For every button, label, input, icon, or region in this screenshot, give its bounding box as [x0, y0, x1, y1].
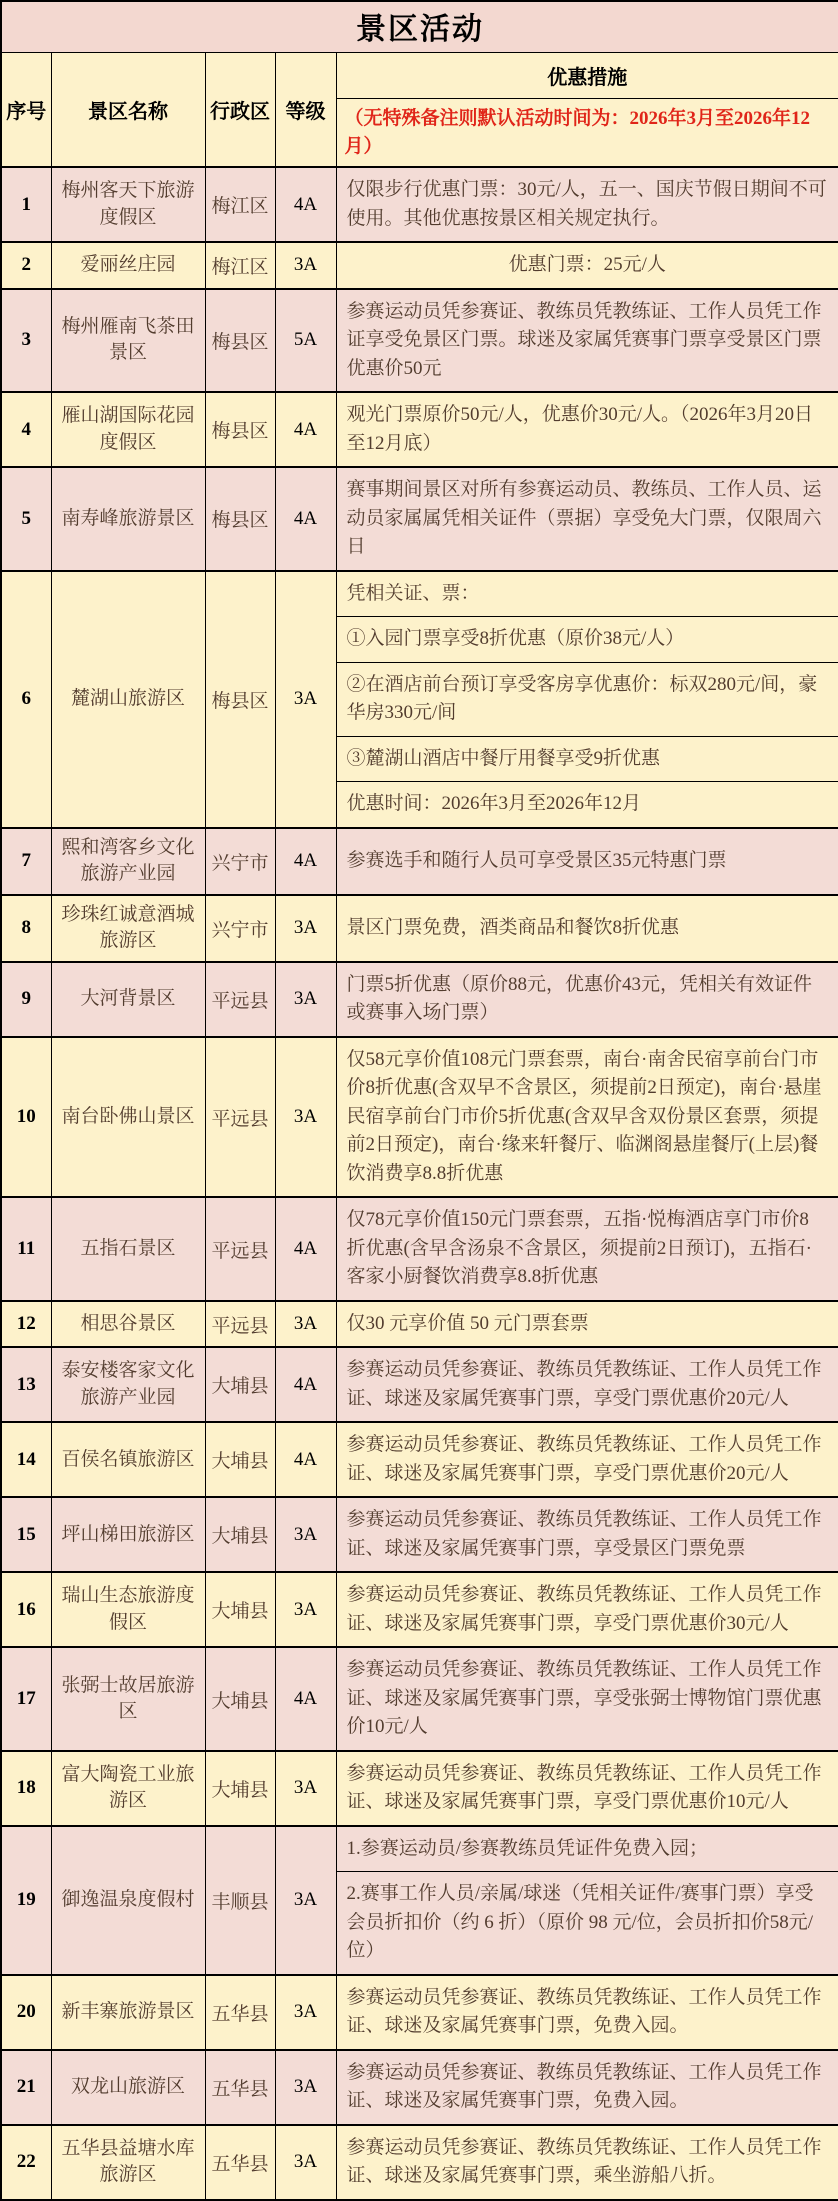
table-row	[1, 1572, 838, 1647]
scenic-area-name: 梅州客天下旅游度假区	[51, 167, 205, 242]
row-number: 3	[1, 289, 51, 393]
table-row	[1, 1975, 838, 2050]
table-row	[1, 1497, 838, 1572]
row-number: 5	[1, 467, 51, 571]
measure-text: 参赛运动员凭参赛证、教练员凭教练证、工作人员凭工作证享受免景区门票。球迷及家属凭赛事门票享受景区门票优惠价50元	[337, 290, 838, 392]
grade-value: 4A	[275, 167, 336, 242]
scenic-area-name: 麓湖山旅游区	[51, 571, 205, 828]
row-number: 10	[1, 1037, 51, 1198]
row-number: 17	[1, 1647, 51, 1751]
scenic-area-name: 梅州雁南飞茶田景区	[51, 289, 205, 393]
measures-cell	[336, 1751, 838, 1826]
grade-value: 3A	[275, 2125, 336, 2200]
district-name: 兴宁市	[205, 895, 275, 962]
measures-cell	[336, 571, 838, 828]
scenic-area-name: 张弼士故居旅游区	[51, 1647, 205, 1751]
table-row	[1, 571, 838, 828]
district-name: 平远县	[205, 1037, 275, 1198]
scenic-area-name: 富大陶瓷工业旅游区	[51, 1751, 205, 1826]
row-number: 13	[1, 1347, 51, 1422]
scenic-area-name: 坪山梯田旅游区	[51, 1497, 205, 1572]
measures-cell	[336, 895, 838, 962]
grade-value: 3A	[275, 242, 336, 289]
district-name: 丰顺县	[205, 1826, 275, 1975]
district-name: 兴宁市	[205, 828, 275, 895]
measures-header-note: （无特殊备注则默认活动时间为：2026年3月至2026年12月）	[337, 98, 838, 166]
district-name: 大埔县	[205, 1422, 275, 1497]
measure-text: 参赛运动员凭参赛证、教练员凭教练证、工作人员凭工作证、球迷及家属凭赛事门票，免费入园。	[337, 1976, 838, 2049]
row-number: 12	[1, 1301, 51, 1348]
scenic-area-name: 瑞山生态旅游度假区	[51, 1572, 205, 1647]
district-name: 梅县区	[205, 289, 275, 393]
measure-text: 参赛运动员凭参赛证、教练员凭教练证、工作人员凭工作证、球迷及家属凭赛事门票，乘坐游船八折。	[337, 2126, 838, 2199]
grade-value: 3A	[275, 1301, 336, 1348]
measure-text: 观光门票原价50元/人，优惠价30元/人。（2026年3月20日至12月底）	[337, 393, 838, 466]
scenic-area-name: 五华县益塘水库旅游区	[51, 2125, 205, 2200]
measures-cell	[336, 828, 838, 895]
row-number: 2	[1, 242, 51, 289]
measures-cell	[336, 242, 838, 289]
measures-cell	[336, 1301, 838, 1348]
measure-text: ②在酒店前台预订享受客房享优惠价：标双280元/间，豪华房330元/间	[337, 662, 838, 736]
grade-value: 3A	[275, 1572, 336, 1647]
row-number: 21	[1, 2050, 51, 2125]
measure-text: 参赛运动员凭参赛证、教练员凭教练证、工作人员凭工作证、球迷及家属凭赛事门票，免费入园。	[337, 2051, 838, 2124]
district-name: 大埔县	[205, 1497, 275, 1572]
district-name: 大埔县	[205, 1647, 275, 1751]
measure-text: 优惠门票：25元/人	[337, 243, 838, 288]
header-row	[1, 53, 838, 168]
measures-cell	[336, 1975, 838, 2050]
title-row	[1, 1, 838, 53]
measure-text: 门票5折优惠（原价88元，优惠价43元，凭相关有效证件或赛事入场门票）	[337, 963, 838, 1036]
row-number: 1	[1, 167, 51, 242]
grade-value: 3A	[275, 2050, 336, 2125]
scenic-area-name: 相思谷景区	[51, 1301, 205, 1348]
scenic-area-name: 珍珠红诚意酒城旅游区	[51, 895, 205, 962]
scenic-area-name: 新丰寨旅游景区	[51, 1975, 205, 2050]
measure-text: 凭相关证、票：	[337, 572, 838, 617]
district-name: 梅县区	[205, 571, 275, 828]
measure-text: 1.参赛运动员/参赛教练员凭证件免费入园；	[337, 1827, 838, 1872]
row-number: 6	[1, 571, 51, 828]
scenic-area-name: 爱丽丝庄园	[51, 242, 205, 289]
measures-cell	[336, 467, 838, 571]
column-header-measures	[336, 53, 838, 168]
measures-cell	[336, 1197, 838, 1301]
table-row	[1, 1826, 838, 1975]
measure-text: 仅78元享价值150元门票套票，五指·悦梅酒店享门市价8 折优惠(含早含汤泉不含景区，须提前2日预订)，五指石·客家小厨餐饮消费享8.8折优惠	[337, 1198, 838, 1300]
district-name: 五华县	[205, 2050, 275, 2125]
measures-cell	[336, 1347, 838, 1422]
scenic-area-name: 大河背景区	[51, 962, 205, 1037]
table-row	[1, 467, 838, 571]
measures-cell	[336, 1037, 838, 1198]
table-row	[1, 1422, 838, 1497]
measures-header-label: 优惠措施	[337, 53, 838, 98]
district-name: 大埔县	[205, 1751, 275, 1826]
table-row	[1, 1301, 838, 1348]
row-number: 16	[1, 1572, 51, 1647]
measure-text: 仅限步行优惠门票：30元/人，五一、国庆节假日期间不可使用。其他优惠按景区相关规定执行。	[337, 168, 838, 241]
table-row	[1, 2125, 838, 2200]
measure-text: 仅58元享价值108元门票套票，南台·南舍民宿享前台门市价8折优惠(含双早不含景区，须提前2日预定)，南台·悬崖民宿享前台门市价5折优惠(含双早含双份景区套票，须提前2日预定)，南台·缘来轩餐厅、临渊阁悬崖餐厅(上层)餐饮消费享8.8折优惠	[337, 1038, 838, 1197]
table-row	[1, 828, 838, 895]
scenic-area-name: 双龙山旅游区	[51, 2050, 205, 2125]
grade-value: 3A	[275, 1751, 336, 1826]
scenic-area-name: 百侯名镇旅游区	[51, 1422, 205, 1497]
district-name: 大埔县	[205, 1572, 275, 1647]
grade-value: 4A	[275, 1197, 336, 1301]
district-name: 大埔县	[205, 1347, 275, 1422]
table-row	[1, 962, 838, 1037]
measures-cell	[336, 1422, 838, 1497]
row-number: 11	[1, 1197, 51, 1301]
row-number: 7	[1, 828, 51, 895]
measure-text: 赛事期间景区对所有参赛运动员、教练员、工作人员、运动员家属属凭相关证件（票据）享受免大门票，仅限周六日	[337, 468, 838, 570]
measures-cell	[336, 1572, 838, 1647]
grade-value: 3A	[275, 1497, 336, 1572]
scenic-area-name: 熙和湾客乡文化旅游产业园	[51, 828, 205, 895]
measures-cell	[336, 1497, 838, 1572]
row-number: 20	[1, 1975, 51, 2050]
measures-cell	[336, 167, 838, 242]
grade-value: 4A	[275, 1347, 336, 1422]
grade-value: 5A	[275, 289, 336, 393]
page-title: 景区活动	[1, 1, 838, 53]
district-name: 梅县区	[205, 467, 275, 571]
district-name: 梅江区	[205, 167, 275, 242]
row-number: 19	[1, 1826, 51, 1975]
row-number: 18	[1, 1751, 51, 1826]
row-number: 4	[1, 392, 51, 467]
row-number: 9	[1, 962, 51, 1037]
district-name: 梅江区	[205, 242, 275, 289]
row-number: 15	[1, 1497, 51, 1572]
measures-cell	[336, 1826, 838, 1975]
table-row	[1, 1347, 838, 1422]
measure-text: ①入园门票享受8折优惠（原价38元/人）	[337, 616, 838, 662]
grade-value: 4A	[275, 828, 336, 895]
row-number: 8	[1, 895, 51, 962]
district-name: 平远县	[205, 962, 275, 1037]
measure-text: ③麓湖山酒店中餐厅用餐享受9折优惠	[337, 736, 838, 782]
table-row	[1, 1197, 838, 1301]
district-name: 平远县	[205, 1301, 275, 1348]
table-row	[1, 392, 838, 467]
measure-text: 参赛运动员凭参赛证、教练员凭教练证、工作人员凭工作证、球迷及家属凭赛事门票，享受门票优惠价30元/人	[337, 1573, 838, 1646]
measure-text: 2.赛事工作人员/亲属/球迷（凭相关证件/赛事门票）享受会员折扣价（约 6 折）（原价 98 元/位，会员折扣价58元/位）	[337, 1871, 838, 1974]
district-name: 梅县区	[205, 392, 275, 467]
column-header-name: 景区名称	[51, 53, 205, 168]
table-row	[1, 1751, 838, 1826]
grade-value: 3A	[275, 895, 336, 962]
table-row	[1, 167, 838, 242]
grade-value: 4A	[275, 392, 336, 467]
measures-cell	[336, 392, 838, 467]
measures-cell	[336, 1647, 838, 1751]
measure-text: 参赛运动员凭参赛证、教练员凭教练证、工作人员凭工作证、球迷及家属凭赛事门票，享受张弼士博物馆门票优惠价10元/人	[337, 1648, 838, 1750]
grade-value: 4A	[275, 1422, 336, 1497]
measure-text: 参赛运动员凭参赛证、教练员凭教练证、工作人员凭工作证、球迷及家属凭赛事门票，享受景区门票免票	[337, 1498, 838, 1571]
scenic-area-name: 五指石景区	[51, 1197, 205, 1301]
measure-text: 参赛运动员凭参赛证、教练员凭教练证、工作人员凭工作证、球迷及家属凭赛事门票，享受门票优惠价20元/人	[337, 1423, 838, 1496]
measure-text: 仅30 元享价值 50 元门票套票	[337, 1302, 838, 1347]
measures-cell	[336, 289, 838, 393]
district-name: 五华县	[205, 1975, 275, 2050]
measures-cell	[336, 2050, 838, 2125]
grade-value: 3A	[275, 1826, 336, 1975]
measures-cell	[336, 2125, 838, 2200]
column-header-grade: 等级	[275, 53, 336, 168]
scenic-area-name: 泰安楼客家文化旅游产业园	[51, 1347, 205, 1422]
table-row	[1, 1647, 838, 1751]
table-row	[1, 1037, 838, 1198]
measures-cell	[336, 962, 838, 1037]
scenic-area-name: 雁山湖国际花园度假区	[51, 392, 205, 467]
grade-value: 4A	[275, 467, 336, 571]
table-row	[1, 895, 838, 962]
measure-text: 优惠时间：2026年3月至2026年12月	[337, 781, 838, 827]
measure-text: 参赛运动员凭参赛证、教练员凭教练证、工作人员凭工作证、球迷及家属凭赛事门票，享受门票优惠价20元/人	[337, 1348, 838, 1421]
grade-value: 4A	[275, 1647, 336, 1751]
table-row	[1, 2050, 838, 2125]
table-row	[1, 242, 838, 289]
measure-text: 景区门票免费，酒类商品和餐饮8折优惠	[337, 906, 838, 951]
scenic-area-name: 南台卧佛山景区	[51, 1037, 205, 1198]
row-number: 14	[1, 1422, 51, 1497]
grade-value: 3A	[275, 962, 336, 1037]
row-number: 22	[1, 2125, 51, 2200]
grade-value: 3A	[275, 1975, 336, 2050]
column-header-no: 序号	[1, 53, 51, 168]
grade-value: 3A	[275, 1037, 336, 1198]
district-name: 五华县	[205, 2125, 275, 2200]
table-row	[1, 289, 838, 393]
measure-text: 参赛运动员凭参赛证、教练员凭教练证、工作人员凭工作证、球迷及家属凭赛事门票，享受门票优惠价10元/人	[337, 1752, 838, 1825]
scenic-area-name: 御逸温泉度假村	[51, 1826, 205, 1975]
grade-value: 3A	[275, 571, 336, 828]
measure-text: 参赛选手和随行人员可享受景区35元特惠门票	[337, 839, 838, 884]
scenic-area-name: 南寿峰旅游景区	[51, 467, 205, 571]
district-name: 平远县	[205, 1197, 275, 1301]
column-header-district: 行政区	[205, 53, 275, 168]
